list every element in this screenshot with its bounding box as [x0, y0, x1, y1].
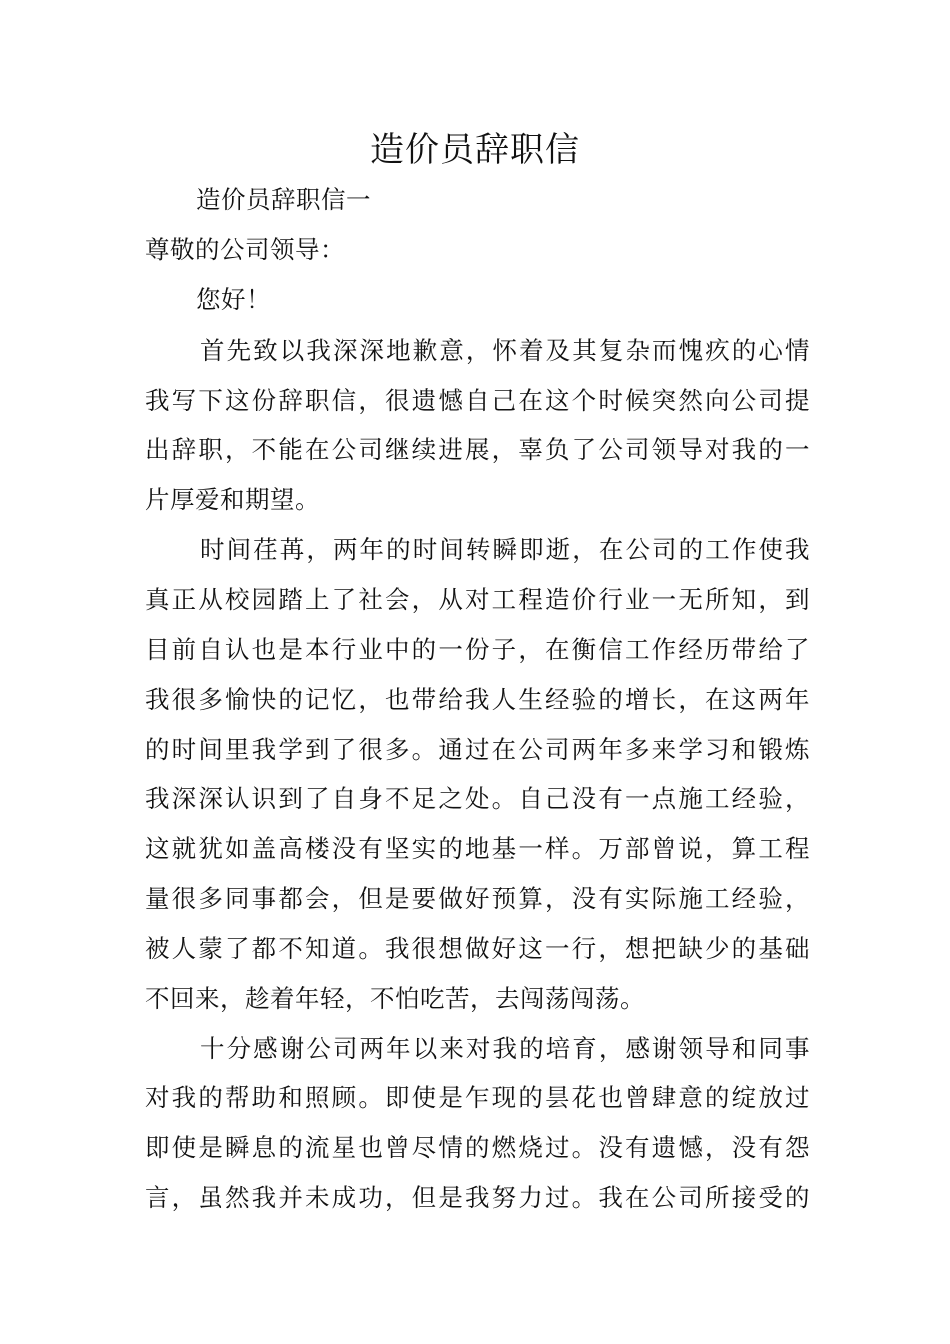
paragraph-2-line-7: 这就犹如盖高楼没有坚实的地基一样。万部曾说，算工程 — [145, 834, 810, 863]
paragraph-2-line-10: 不回来，趁着年轻，不怕吃苦，去闯荡闯荡。 — [145, 984, 645, 1013]
paragraph-1-line-2: 我写下这份辞职信，很遗憾自己在这个时候突然向公司提 — [145, 386, 810, 415]
paragraph-2-line-6: 我深深认识到了自身不足之处。自己没有一点施工经验， — [145, 784, 810, 813]
paragraph-1-line-1: 首先致以我深深地歉意，怀着及其复杂而愧疚的心情 — [200, 336, 810, 365]
paragraph-3-line-4: 言，虽然我并未成功，但是我努力过。我在公司所接受的 — [145, 1183, 810, 1212]
greeting: 您好！ — [196, 285, 271, 314]
paragraph-1-line-4: 片厚爱和期望。 — [145, 485, 320, 514]
paragraph-2-line-8: 量很多同事都会，但是要做好预算，没有实际施工经验， — [145, 884, 810, 913]
salutation: 尊敬的公司领导： — [145, 235, 345, 264]
paragraph-2-line-1: 时间荏苒，两年的时间转瞬即逝，在公司的工作使我 — [200, 535, 810, 564]
paragraph-2-line-3: 目前自认也是本行业中的一份子，在衡信工作经历带给了 — [145, 635, 810, 664]
paragraph-3-line-1: 十分感谢公司两年以来对我的培育，感谢领导和同事 — [200, 1034, 810, 1063]
paragraph-2-line-9: 被人蒙了都不知道。我很想做好这一行，想把缺少的基础 — [145, 934, 810, 963]
paragraph-2-line-4: 我很多愉快的记忆，也带给我人生经验的增长，在这两年 — [145, 685, 810, 714]
paragraph-3-line-2: 对我的帮助和照顾。即使是乍现的昙花也曾肆意的绽放过 — [145, 1083, 810, 1112]
paragraph-2-line-2: 真正从校园踏上了社会，从对工程造价行业一无所知，到 — [145, 585, 810, 614]
paragraph-3-line-3: 即使是瞬息的流星也曾尽情的燃烧过。没有遗憾，没有怨 — [145, 1133, 810, 1162]
document-title: 造价员辞职信 — [370, 130, 580, 170]
paragraph-2-line-5: 的时间里我学到了很多。通过在公司两年多来学习和锻炼 — [145, 735, 810, 764]
paragraph-1-line-3: 出辞职，不能在公司继续进展，辜负了公司领导对我的一 — [145, 435, 810, 464]
document-subtitle: 造价员辞职信一 — [196, 185, 371, 214]
